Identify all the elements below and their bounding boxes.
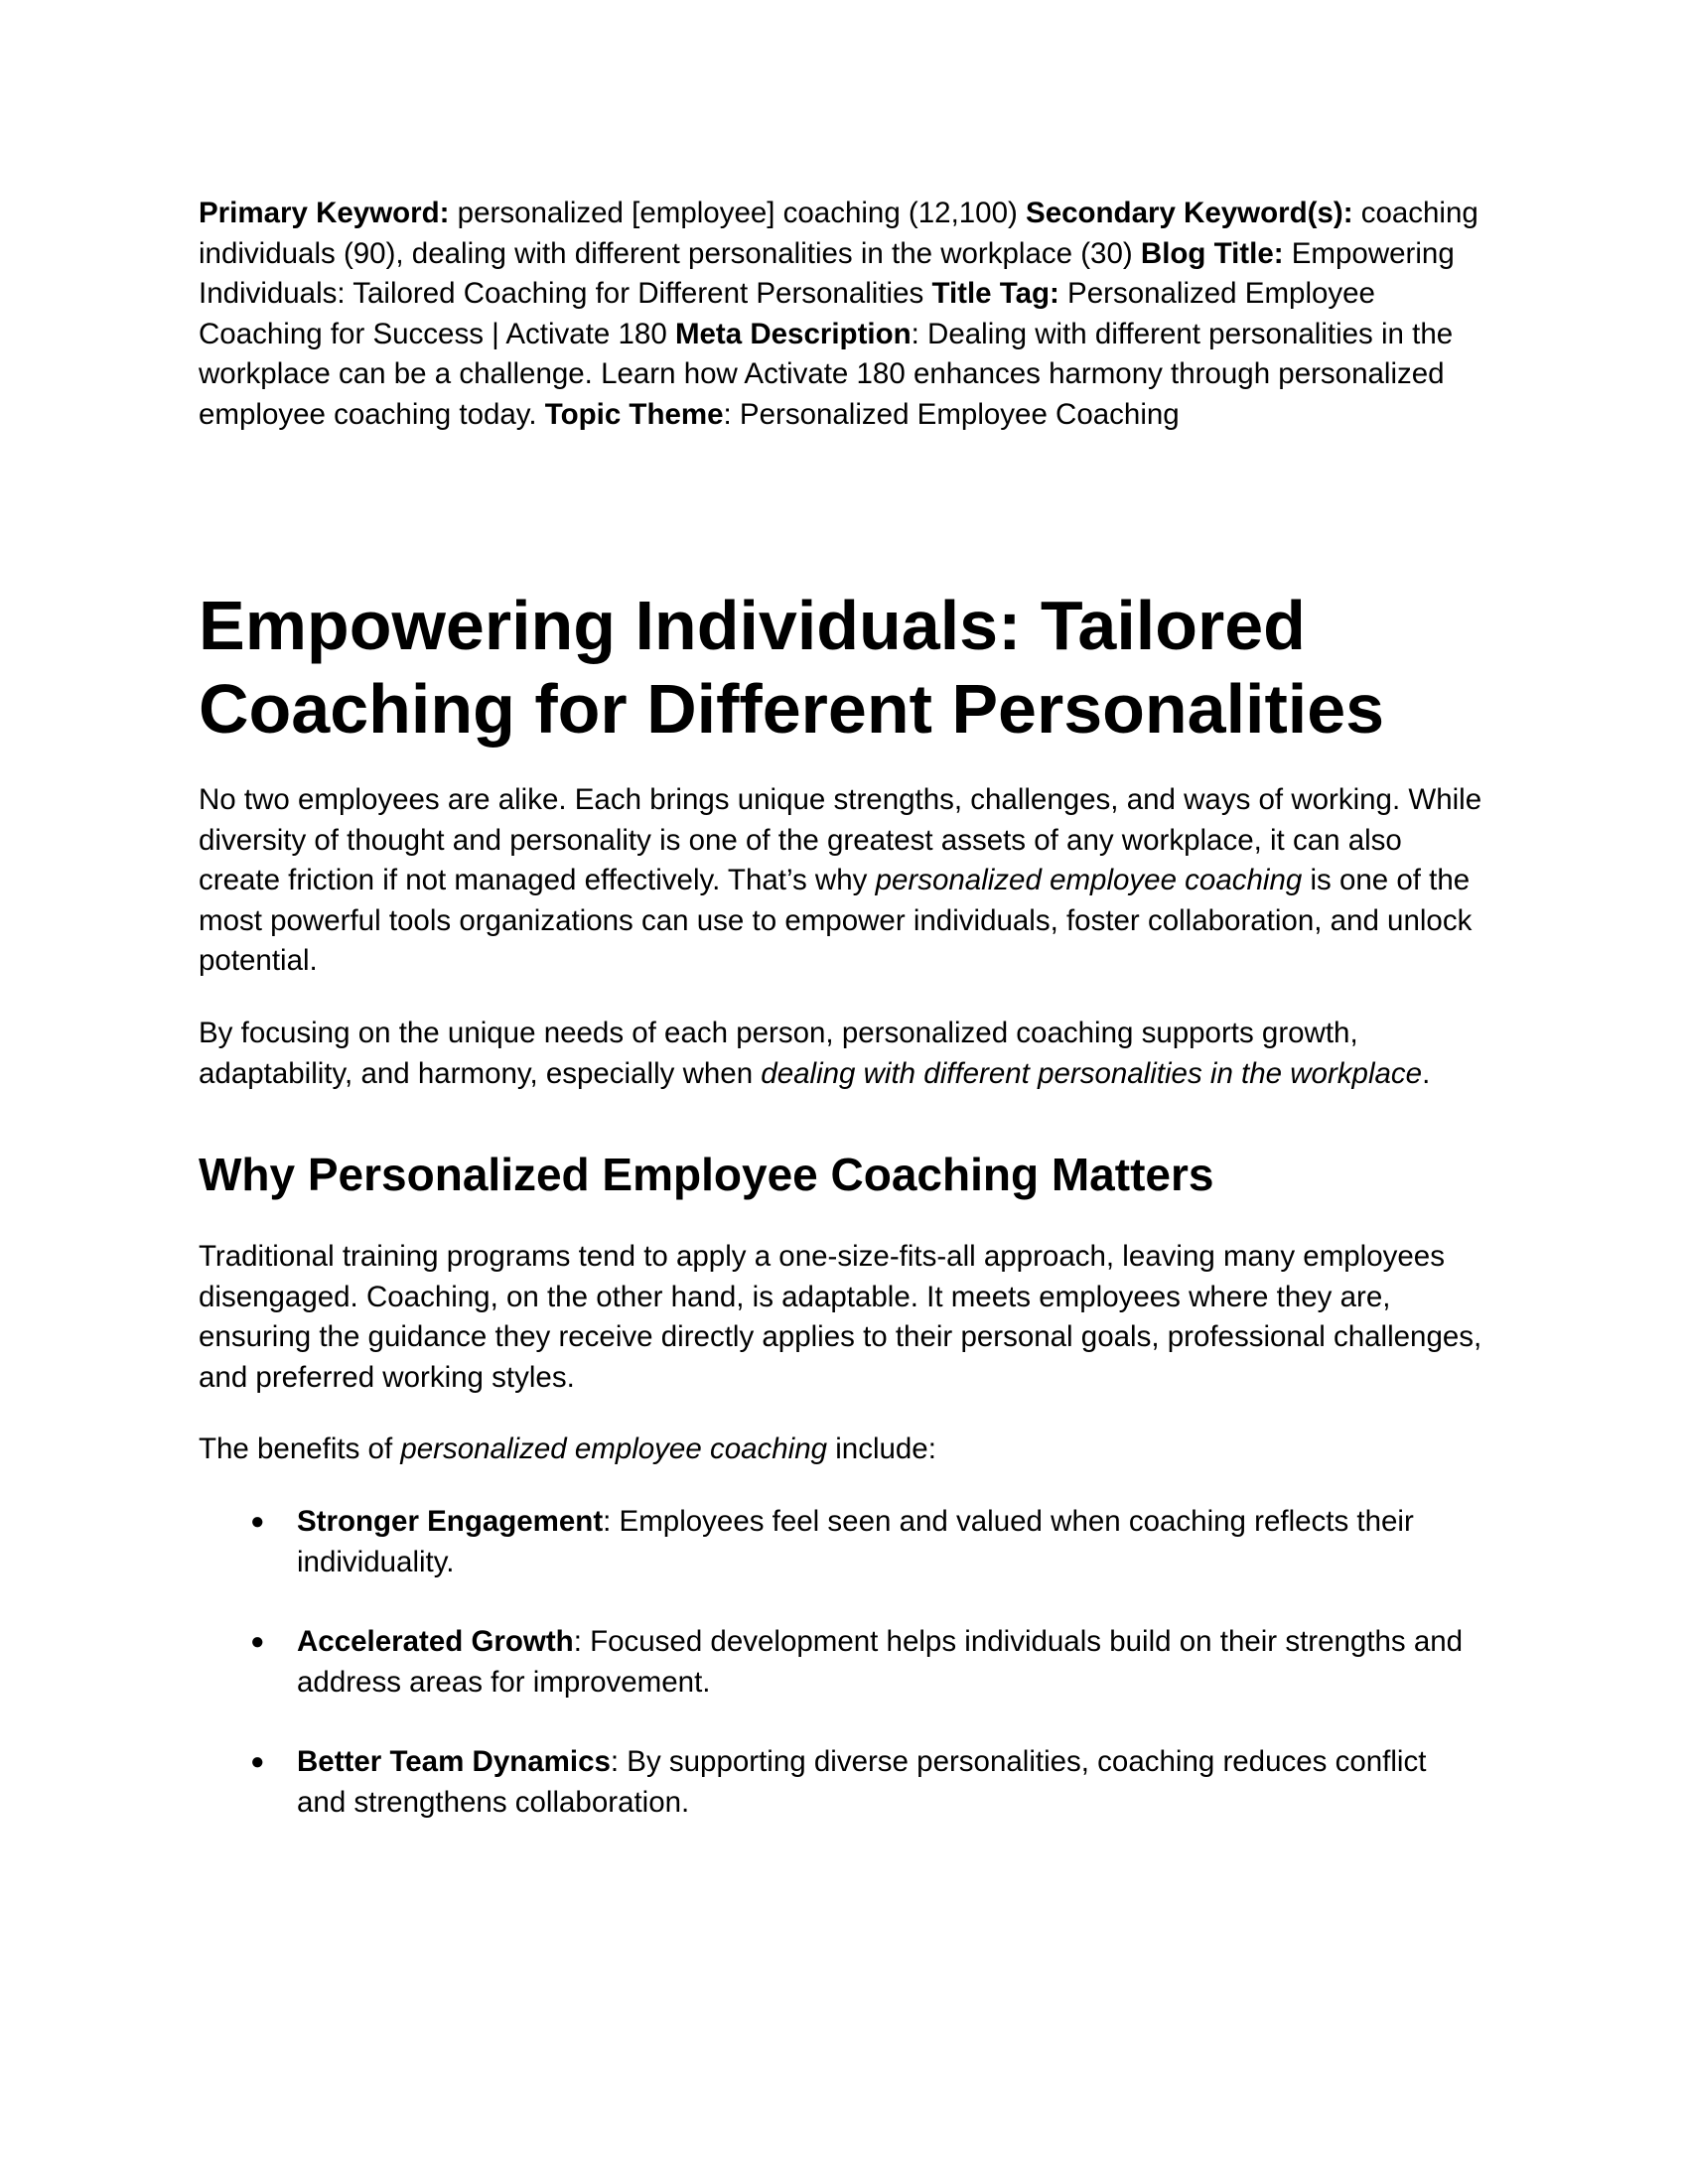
focus-text-start: By focusing on the unique needs of each person, personalized coaching supports growth, adaptability, and harmony, especially when <box>199 1017 1358 1090</box>
benefits-intro-emphasis: personalized employee coaching <box>400 1433 828 1465</box>
benefit-label: Accelerated Growth <box>297 1625 574 1658</box>
title-tag-value: Personalized Employee Coaching for Success | Activate 180 <box>199 277 1375 350</box>
list-item <box>199 1742 1478 1823</box>
benefit-label: Better Team Dynamics <box>297 1745 611 1778</box>
benefits-intro-paragraph <box>199 1430 1489 1470</box>
section-body-paragraph: Traditional training programs tend to apply a one-size-fits-all approach, leaving many employees disengaged. Coaching, on the other hand, is adaptable. It meets employees where they are, ensuring the guidance they receive directly applies to their personal goals, professional challenges, and preferred working styles. <box>199 1240 1482 1394</box>
focus-text-end: . <box>1422 1056 1431 1090</box>
meta-description-value: : Dealing with different personalities in the workplace can be a challenge. Learn how Activate 180 enhances harmony through personalized employee coaching today. <box>199 317 1454 431</box>
bullet-icon: ● <box>250 1628 265 1655</box>
seo-metadata-block <box>199 194 1479 435</box>
bullet-icon: ● <box>250 1748 265 1775</box>
bullet-icon: ● <box>250 1508 265 1535</box>
meta-description-label: Meta Description <box>674 317 912 350</box>
topic-theme-label: Topic Theme <box>544 397 724 431</box>
intro-paragraph <box>199 780 1489 982</box>
benefits-intro-end: include: <box>827 1433 936 1465</box>
focus-paragraph <box>199 1014 1499 1094</box>
primary-keyword-value: personalized [employee] coaching (12,100) <box>449 197 1027 229</box>
benefits-intro-start: The benefits of <box>199 1433 401 1465</box>
article-title: Empowering Individuals: Tailored Coaching for Different Personalities <box>199 587 1385 748</box>
primary-keyword-label: Primary Keyword: <box>199 197 450 229</box>
focus-emphasis: dealing with different personalities in the workplace <box>761 1056 1423 1090</box>
intro-text-end: is one of the most powerful tools organizations can use to empower individuals, foster collaboration, and unlock potential. <box>199 864 1473 977</box>
blog-title-label: Blog Title: <box>1140 236 1284 270</box>
list-item <box>199 1622 1478 1703</box>
topic-theme-value: : Personalized Employee Coaching <box>723 397 1180 431</box>
secondary-keywords-value: coaching individuals (90), dealing with different personalities in the workplace (30) <box>199 197 1478 270</box>
benefit-label: Stronger Engagement <box>297 1505 604 1538</box>
benefits-list <box>199 1502 1499 1862</box>
blog-title-value: Empowering Individuals: Tailored Coaching for Different Personalities <box>199 236 1455 310</box>
intro-emphasis: personalized employee coaching <box>875 864 1303 896</box>
secondary-keywords-label: Secondary Keyword(s): <box>1026 197 1353 229</box>
benefit-text: : Focused development helps individuals build on their strengths and address areas for improvement. <box>297 1625 1464 1699</box>
benefit-text: : By supporting diverse personalities, coaching reduces conflict and strengthens collaboration. <box>297 1745 1427 1819</box>
intro-text-start: No two employees are alike. Each brings unique strengths, challenges, and ways of working. While diversity of thought and personality is one of the greatest assets of any workplace, it can also create friction if not managed effectively. That’s why <box>199 783 1482 896</box>
list-item <box>199 1502 1478 1582</box>
section-heading: Why Personalized Employee Coaching Matters <box>199 1149 1214 1200</box>
title-tag-label: Title Tag: <box>931 277 1059 310</box>
benefit-text: : Employees feel seen and valued when coaching reflects their individuality. <box>297 1505 1414 1578</box>
document-page <box>199 194 1499 1819</box>
